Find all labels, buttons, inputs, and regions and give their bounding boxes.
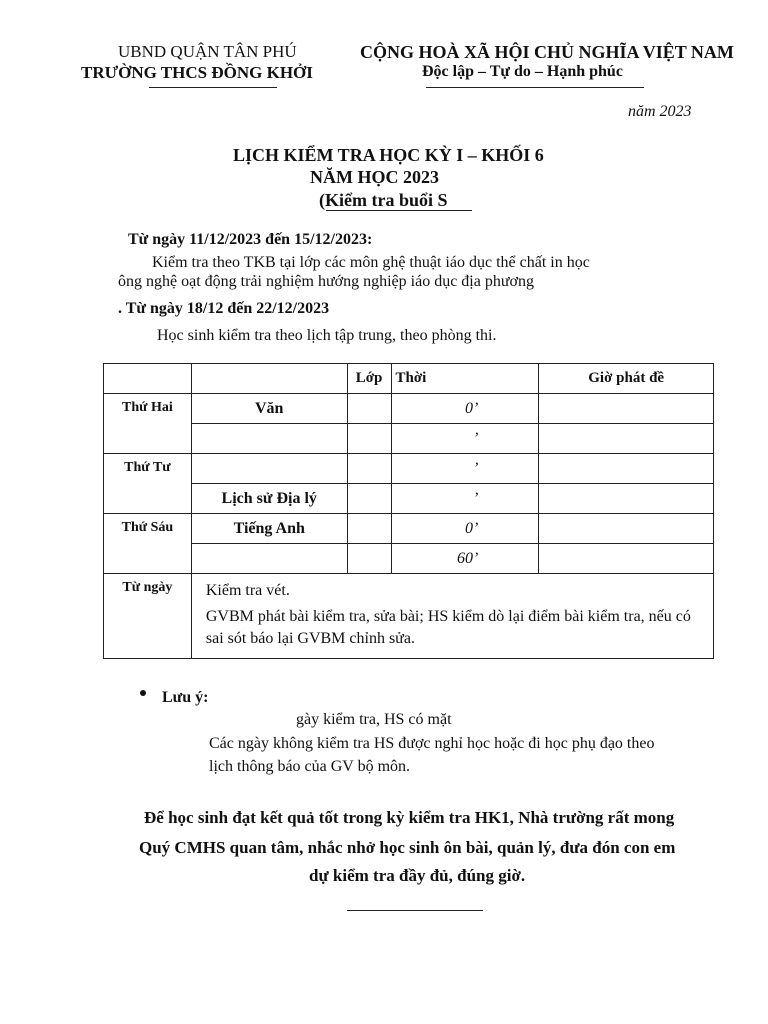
distribution-cell xyxy=(539,484,714,514)
document-date: năm 2023 xyxy=(628,103,692,120)
day-cell: Thứ Sáu xyxy=(104,514,192,574)
motto-underline xyxy=(426,87,644,88)
session-underline xyxy=(326,210,472,211)
district-committee: UBND QUẬN TÂN PHÚ xyxy=(118,42,297,61)
table-row xyxy=(104,544,714,574)
class-cell xyxy=(347,394,391,424)
subject-cell xyxy=(191,544,347,574)
day-cell: Từ ngày xyxy=(104,574,192,659)
table-row xyxy=(104,454,714,484)
duration-cell: 0’ xyxy=(391,394,539,424)
subject-cell: Lịch sử Địa lý xyxy=(191,484,347,514)
class-cell xyxy=(347,544,391,574)
header-day xyxy=(104,364,192,394)
subject-cell: Tiếng Anh xyxy=(191,514,347,544)
distribution-cell xyxy=(539,394,714,424)
table-header-row xyxy=(104,364,714,394)
distribution-cell xyxy=(539,454,714,484)
header-class: Lớp xyxy=(347,364,391,394)
subject-cell xyxy=(191,424,347,454)
closing-line2: Quý CMHS quan tâm, nhắc nhở học sinh ôn bài, quản lý, đưa đón con em xyxy=(139,838,676,857)
section2-heading: . Từ ngày 18/12 đến 22/12/2023 xyxy=(118,300,330,317)
duration-cell: 0’ xyxy=(391,514,539,544)
duration-cell: ’ xyxy=(391,424,539,454)
header-subject xyxy=(191,364,347,394)
class-cell xyxy=(347,484,391,514)
table-row xyxy=(104,514,714,544)
notes-line3: lịch thông báo của GV bộ môn. xyxy=(209,758,411,775)
distribution-cell xyxy=(539,424,714,454)
review-note-cell xyxy=(191,574,713,659)
table-row xyxy=(104,424,714,454)
national-title: CỘNG HOÀ XÃ HỘI CHỦ NGHĨA VIỆT NAM xyxy=(360,42,734,62)
duration-cell: 60’ xyxy=(391,544,539,574)
school-underline xyxy=(149,87,277,88)
section1-line2: ông nghệ oạt động trải nghiệm hướng nghiệp iáo dục địa phương xyxy=(118,273,534,290)
header-time: Thời xyxy=(391,364,539,394)
table-row xyxy=(104,394,714,424)
exam-schedule-table xyxy=(103,363,714,659)
notes-line1: gày kiểm tra, HS có mặt xyxy=(296,711,452,728)
school-name: TRƯỜNG THCS ĐỒNG KHỞI xyxy=(81,63,313,82)
review-note-1: Kiểm tra vét. xyxy=(205,582,290,599)
closing-rule xyxy=(347,910,483,911)
section1-heading: Từ ngày 11/12/2023 đến 15/12/2023: xyxy=(128,231,373,248)
distribution-cell xyxy=(539,514,714,544)
table-final-row xyxy=(104,574,714,659)
national-motto: Độc lập – Tự do – Hạnh phúc xyxy=(422,63,623,80)
class-cell xyxy=(347,514,391,544)
bullet-icon xyxy=(140,690,146,696)
subject-cell: Văn xyxy=(191,394,347,424)
section2-line1: Học sinh kiểm tra theo lịch tập trung, theo phòng thi. xyxy=(157,327,497,344)
subject-cell xyxy=(191,454,347,484)
notes-line2: Các ngày không kiểm tra HS được nghỉ học hoặc đi học phụ đạo theo xyxy=(209,735,655,752)
class-cell xyxy=(347,424,391,454)
day-cell: Thứ Tư xyxy=(104,454,192,514)
doc-title: LỊCH KIỂM TRA HỌC KỲ I – KHỐI 6 xyxy=(233,145,544,165)
distribution-cell xyxy=(539,544,714,574)
closing-line1: Để học sinh đạt kết quả tốt trong kỳ kiểm tra HK1, Nhà trường rất mong xyxy=(144,808,675,827)
session-note: (Kiểm tra buổi S xyxy=(319,190,448,210)
duration-cell: ’ xyxy=(391,454,539,484)
duration-cell: ’ xyxy=(391,484,539,514)
school-year: NĂM HỌC 2023 xyxy=(310,167,439,187)
day-cell: Thứ Hai xyxy=(104,394,192,454)
notes-label: Lưu ý: xyxy=(162,689,209,706)
review-note-2: GVBM phát bài kiểm tra, sửa bài; HS kiểm dò lại điểm bài kiểm tra, nếu có sai sót báo lại GVBM chỉnh sửa. xyxy=(205,608,691,647)
section1-line1: Kiểm tra theo TKB tại lớp các môn ghệ thuật iáo dục thể chất in học xyxy=(152,254,590,271)
class-cell xyxy=(347,454,391,484)
header-distribution-time: Giờ phát đề xyxy=(539,364,714,394)
table-row xyxy=(104,484,714,514)
closing-line3: dự kiểm tra đầy đủ, đúng giờ. xyxy=(309,866,526,885)
